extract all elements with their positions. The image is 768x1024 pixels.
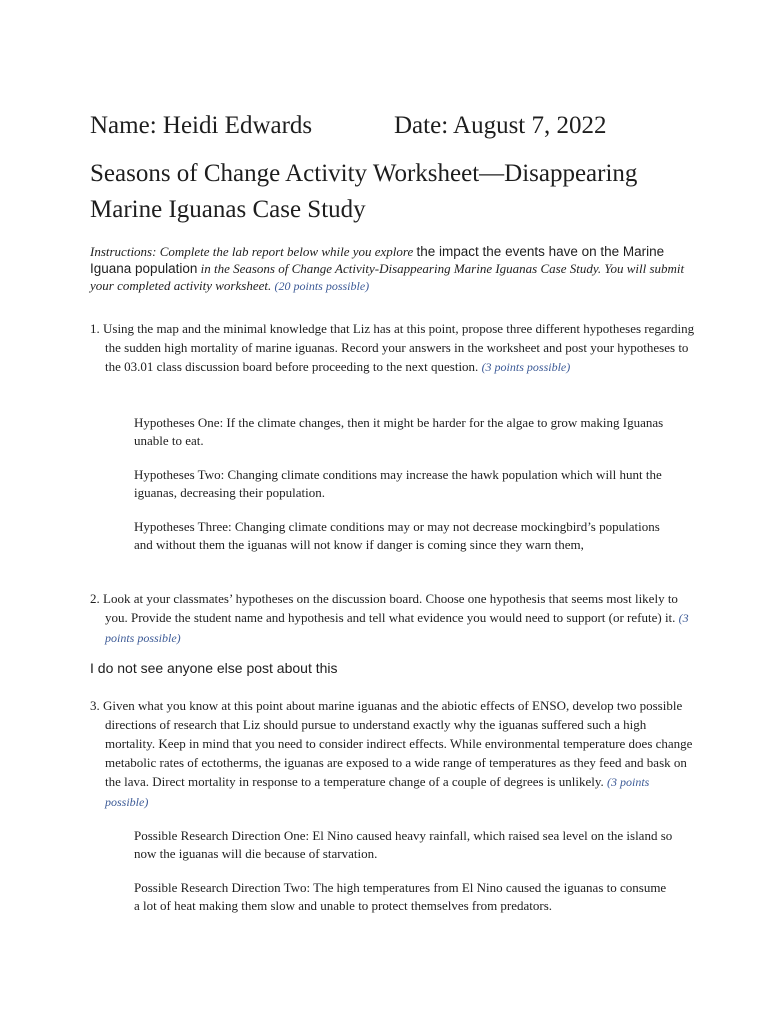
question-1: [90, 319, 695, 377]
question-1-points: (3 points possible): [481, 360, 571, 374]
question-2: [90, 589, 695, 648]
instructions-part-3: in the Seasons of Change Activity-Disappearing Marine Iguanas Case Study. You will submit your completed activity worksheet.: [90, 261, 685, 293]
instructions-part-1: Instructions: Complete the lab report below while you explore: [90, 244, 414, 259]
student-name: Name: Heidi Edwards: [90, 112, 313, 139]
hypothesis-two: Hypotheses Two: Changing climate conditions may increase the hawk population which will hunt the iguanas, decreasing their population.: [134, 467, 662, 500]
hypothesis-three: Hypotheses Three: Changing climate conditions may or may not decrease mockingbird’s populations and without them the iguanas will not know if danger is coming since they warn them,: [134, 519, 660, 552]
question-2-answer: I do not see anyone else post about this: [90, 660, 338, 676]
worksheet-title: Seasons of Change Activity Worksheet—Disappearing Marine Iguanas Case Study: [90, 160, 638, 223]
worksheet-date: Date: August 7, 2022: [394, 112, 607, 139]
hypothesis-one: Hypotheses One: If the climate changes, then it might be harder for the algae to grow making Iguanas unable to eat.: [134, 415, 664, 448]
instructions-part-2: the impact the events have on the Marine Iguana population: [90, 244, 665, 276]
research-direction-two: Possible Research Direction Two: The high temperatures from El Nino caused the iguanas to consume a lot of heat making them slow and unable to protect themselves from predators.: [134, 880, 667, 913]
research-direction-one: Possible Research Direction One: El Nino caused heavy rainfall, which raised sea level on the island so now the iguanas will die because of starvation.: [134, 828, 673, 861]
question-3-points: (3 points possible): [105, 775, 650, 809]
question-2-text: 2. Look at your classmates’ hypotheses on the discussion board. Choose one hypothesis that seems most likely to you. Provide the student name and hypothesis and tell what evidence you would need to support (or refute) it.: [90, 591, 678, 625]
question-3-text: 3. Given what you know at this point about marine iguanas and the abiotic effects of ENSO, develop two possible directions of research that Liz should pursue to understand exactly why the iguanas suffered such a high mortality. Keep in mind that you need to consider indirect effects. While environmental temperature does change metabolic rates of ectotherms, the iguanas are exposed to a wide range of temperatures as they feed and bask on the lava. Direct mortality in response to a temperature change of a couple of degrees is unlikely.: [90, 698, 693, 789]
question-1-text: 1. Using the map and the minimal knowledge that Liz has at this point, propose three different hypotheses regarding the sudden high mortality of marine iguanas. Record your answers in the worksheet and post your hypotheses to the 03.01 class discussion board before proceeding to the next question.: [90, 321, 695, 374]
instructions: [90, 243, 695, 295]
instructions-points: (20 points possible): [274, 279, 370, 293]
question-3: [90, 696, 695, 812]
question-2-points: (3 points possible): [105, 611, 689, 645]
header-line: [90, 110, 607, 142]
